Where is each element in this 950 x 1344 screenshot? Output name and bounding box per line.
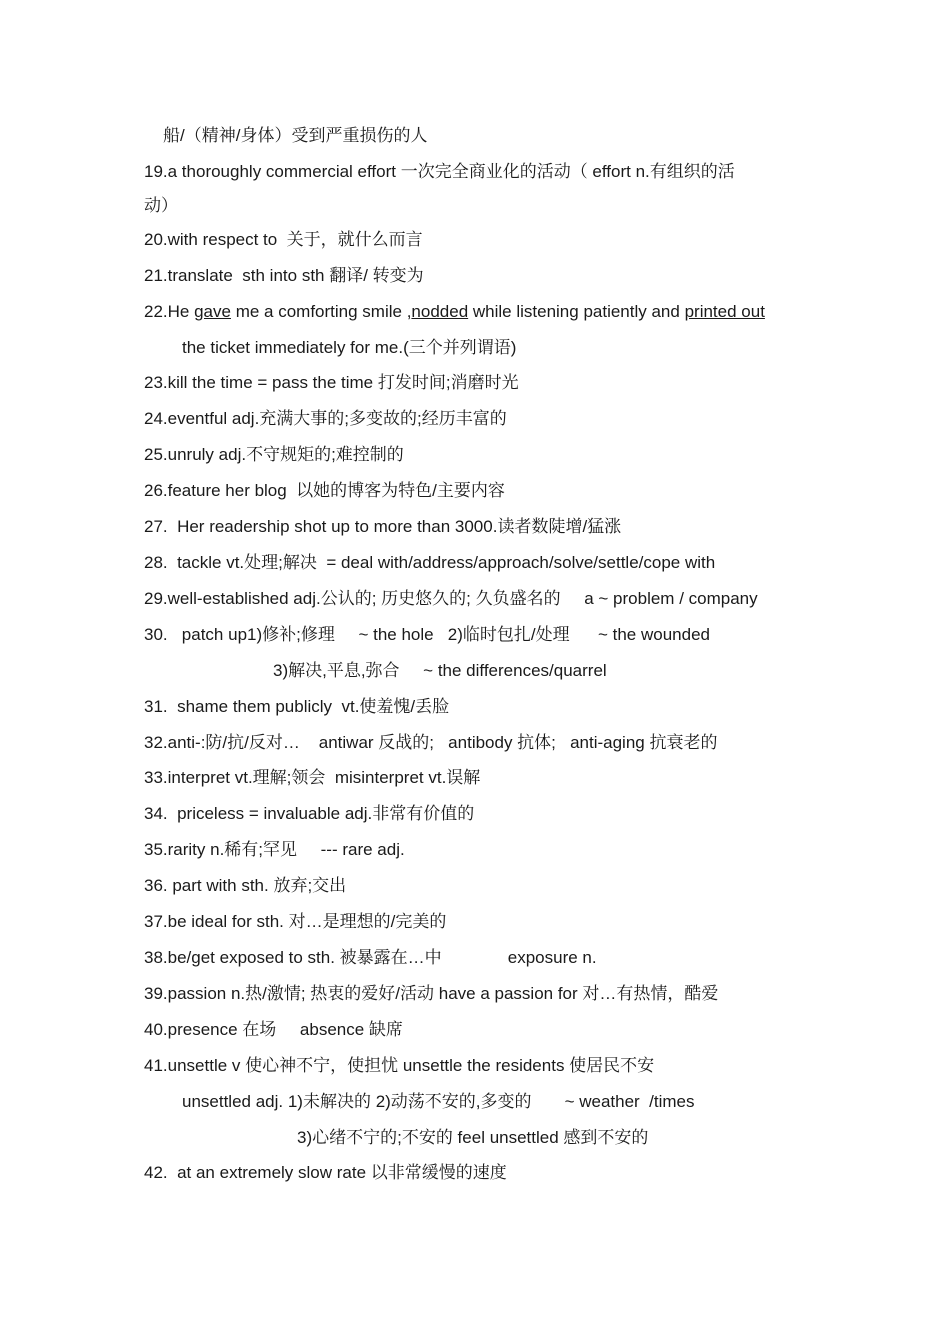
- text-line: 35.rarity n.稀有;罕见 --- rare adj.: [144, 840, 405, 859]
- text-line: 27. Her readership shot up to more than 3000.读者数陡增/猛涨: [144, 517, 622, 536]
- text-line: 32.anti-:防/抗/反对… antiwar 反战的; antibody 抗体; anti-aging 抗衰老的: [144, 733, 718, 752]
- text-line: 3)心绪不宁的;不安的 feel unsettled 感到不安的: [297, 1128, 649, 1147]
- text-line: 36. part with sth. 放弃;交出: [144, 876, 347, 895]
- underlined-verb: nodded: [411, 302, 469, 321]
- text-line: [144, 300, 765, 324]
- text-line: 20.with respect to 关于，就什么而言: [144, 230, 423, 249]
- text-line: 38.be/get exposed to sth. 被暴露在…中 exposure n.: [144, 948, 597, 967]
- text-line: 30. patch up1)修补;修理 ~ the hole 2)临时包扎/处理 ~ the wounded: [144, 625, 710, 644]
- text-line: 26.feature her blog 以她的博客为特色/主要内容: [144, 481, 505, 500]
- text-line: unsettled adj. 1)未解决的 2)动荡不安的,多变的 ~ weather /times: [182, 1092, 695, 1111]
- text-segment: 22.He: [144, 302, 195, 321]
- text-line: 23.kill the time = pass the time 打发时间;消磨时光: [144, 373, 519, 392]
- underlined-verb: printed out: [684, 302, 765, 321]
- text-line: 33.interpret vt.理解;领会 misinterpret vt.误解: [144, 768, 481, 787]
- text-line: 28. tackle vt.处理;解决 = deal with/address/approach/solve/settle/cope with: [144, 553, 716, 572]
- text-line: 31. shame them publicly vt.使羞愧/丢脸: [144, 697, 450, 716]
- text-line: 34. priceless = invaluable adj.非常有价值的: [144, 804, 475, 823]
- text-line: 3)解决,平息,弥合 ~ the differences/quarrel: [273, 661, 607, 680]
- text-line: the ticket immediately for me.(三个并列谓语): [182, 338, 517, 357]
- text-line: 24.eventful adj.充满大事的;多变故的;经历丰富的: [144, 409, 507, 428]
- text-segment: while listening patiently and: [468, 302, 685, 321]
- text-line: 41.unsettle v 使心神不宁，使担忧 unsettle the residents 使居民不安: [144, 1056, 655, 1075]
- text-line: 40.presence 在场 absence 缺席: [144, 1020, 403, 1039]
- text-line: 船/（精神/身体）受到严重损伤的人: [163, 126, 428, 145]
- text-line: 29.well-established adj.公认的; 历史悠久的; 久负盛名的 a ~ problem / company: [144, 589, 758, 608]
- text-line: 21.translate sth into sth 翻译/ 转变为: [144, 266, 424, 285]
- text-line: 25.unruly adj.不守规矩的;难控制的: [144, 445, 404, 464]
- text-line: 动）: [144, 196, 178, 215]
- text-line: 42. at an extremely slow rate 以非常缓慢的速度: [144, 1163, 507, 1182]
- underlined-verb: gave: [194, 302, 231, 321]
- text-line: 19.a thoroughly commercial effort 一次完全商业化的活动（ effort n.有组织的活: [144, 162, 735, 181]
- text-line: 37.be ideal for sth. 对…是理想的/完美的: [144, 912, 447, 931]
- text-line: 39.passion n.热/激情; 热衷的爱好/活动 have a passion for 对…有热情，酷爱: [144, 984, 719, 1003]
- text-segment: me a comforting smile ,: [230, 302, 412, 321]
